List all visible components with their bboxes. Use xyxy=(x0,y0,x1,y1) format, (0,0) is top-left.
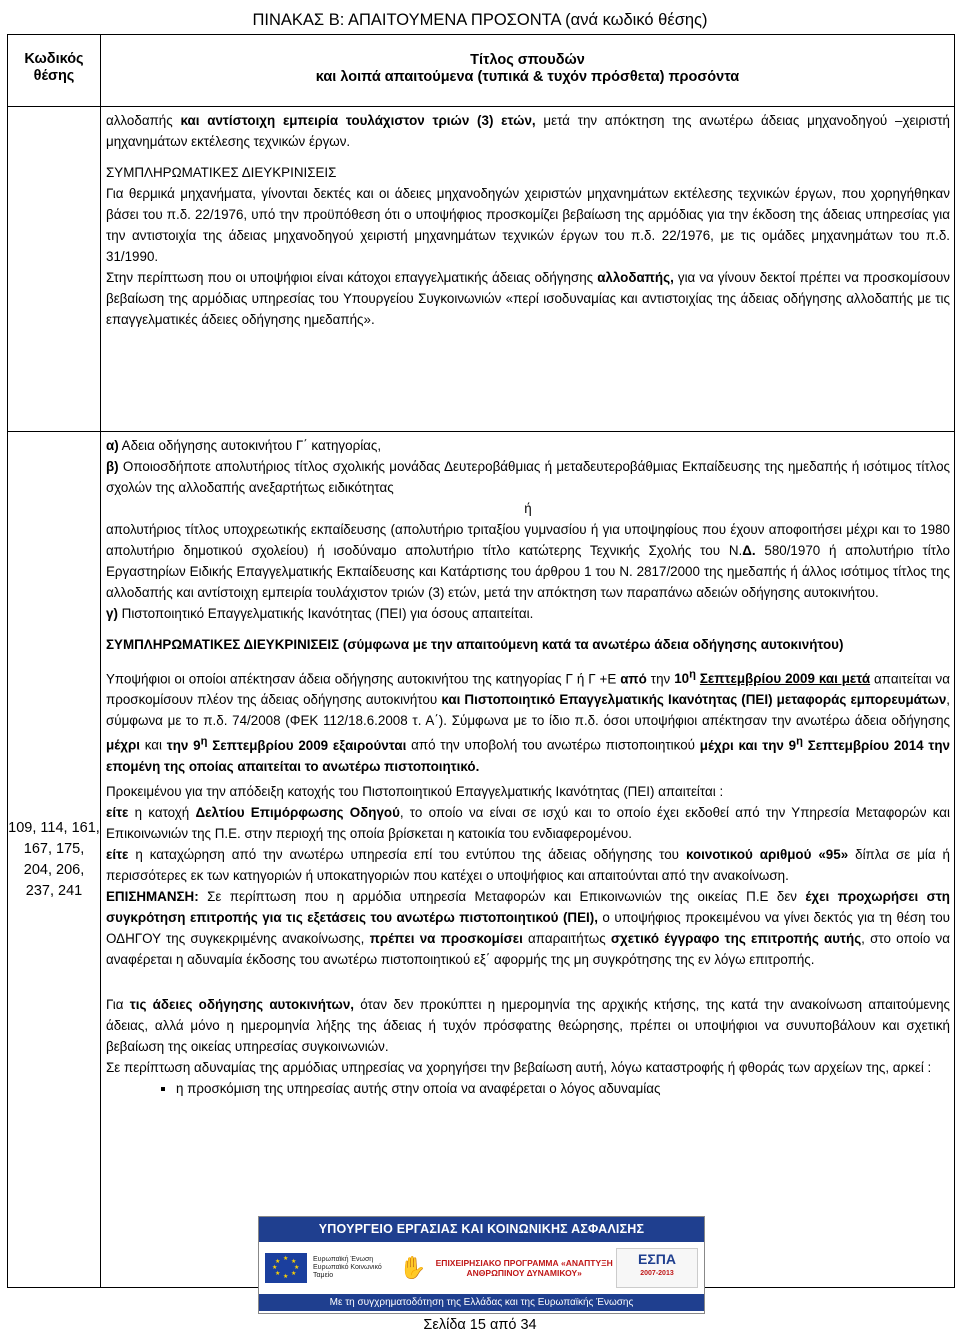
ministry-title: ΥΠΟΥΡΓΕΙΟ ΕΡΓΑΣΙΑΣ ΚΑΙ ΚΟΙΝΩΝΙΚΗΣ ΑΣΦΑΛΙΣΗΣ xyxy=(259,1217,704,1242)
position-codes: 109, 114, 161, 167, 175, 204, 206, 237, 241 xyxy=(8,432,101,1288)
cofunding-text: Με τη συγχρηματοδότηση της Ελλάδας και της Ευρωπαϊκής Ένωσης xyxy=(259,1294,704,1311)
code-cell-empty xyxy=(8,107,101,432)
paragraph: Σε περίπτωση αδυναμίας της αρμόδιας υπηρεσίας να χορηγήσει την βεβαίωση αυτή, λόγω καταστροφής ή φθοράς των αρχείων της, αρκεί : xyxy=(106,1059,932,1075)
header-title: Τίτλος σπουδών και λοιπά απαιτούμενα (τυπικά & τυχόν πρόσθετα) προσόντα xyxy=(101,35,955,107)
paragraph: Για τις άδειες οδήγησης αυτοκινήτων, όταν δεν προκύπτει η ημερομηνία της αρχικής κτήσης, της κατά την ανακοίνωση απαιτούμενης άδειας, αλλά μόνο η ημερομηνία λήξης της άδειας ή τυχόν πρόσφατης θεώρησης, πρέπει οι υποψήφιοι να συνυποβάλουν και σχετική βεβαίωση της οικείας υπηρεσίας συγκοινωνιών. xyxy=(106,996,950,1054)
page-title: ΠΙΝΑΚΑΣ Β: ΑΠΑΙΤΟΥΜΕΝΑ ΠΡΟΣΟΝΤΑ (ανά κωδικό θέσης) xyxy=(252,11,708,29)
program-name: ΕΠΙΧΕΙΡΗΣΙΑΚΟ ΠΡΟΓΡΑΜΜΑ «ΑΝΑΠΤΥΞΗ ΑΝΘΡΩΠΙΝΟΥ ΔΥΝΑΜΙΚΟΥ» xyxy=(435,1258,613,1278)
item-b: β) Οποιοσδήποτε απολυτήριος τίτλος σχολικής μονάδας Δευτεροβάθμιας ή μεταδευτεροβάθμιας Εκπαίδευσης της ημεδαπής ή ισότιμος τίτλος σχολών της αλλοδαπής ανεξαρτήτως ειδικότητας xyxy=(106,459,950,495)
requirements-cell-1 xyxy=(101,107,955,432)
paragraph: ΕΠΙΣΗΜΑΝΣΗ: Σε περίπτωση που η αρμόδια υπηρεσία Μεταφορών και Επικοινωνιών της οικείας Π.Ε δεν έχει προχωρήσει στη συγκρότηση επιτροπής για τις εξετάσεις του ανωτέρω πιστοποιητικού (ΠΕΙ), ο υποψήφιος προκειμένου να γίνει δεκτός για τη θέση του ΟΔΗΓΟΥ της συγκεκριμένης ανακοίνωσης, πρέπει να προσκομίσει απαραιτήτως σχετικό έγγραφο της επιτροπής αυτής, στο οποίο να αναφέρεται η αδυναμία έκδοσης του ανωτέρω πιστοποιητικού εξ΄ αφορμής της μη συγκρότησης της εν λόγω επιτροπής. xyxy=(106,888,950,967)
section-heading: ΣΥΜΠΛΗΡΩΜΑΤΙΚΕΣ ΔΙΕΥΚΡΙΝΙΣΕΙΣ (σύμφωνα με την απαιτούμενη κατά τα ανωτέρω άδεια οδήγησης αυτοκινήτου) xyxy=(106,637,844,652)
espa-logo: ΕΣΠΑ 2007-2013 xyxy=(616,1248,698,1288)
table-header-row xyxy=(8,35,955,107)
bullet-list xyxy=(106,1078,950,1099)
paragraph: αλλοδαπής και αντίστοιχη εμπειρία τουλάχιστον τριών (3) ετών, μετά την απόκτηση της ανωτέρω άδειας μηχανοδηγού –χειριστή μηχανημάτων εκτέλεσης τεχνικών έργων. xyxy=(106,113,951,149)
requirements-table xyxy=(7,34,955,1288)
page-number: Σελίδα 15 από 34 xyxy=(423,1317,537,1333)
funding-banner xyxy=(258,1216,705,1314)
logos-row xyxy=(259,1242,704,1294)
section-heading: ΣΥΜΠΛΗΡΩΜΑΤΙΚΕΣ ΔΙΕΥΚΡΙΝΙΣΕΙΣ xyxy=(106,165,337,180)
program-logo-icon: ✋ xyxy=(399,1255,427,1280)
eu-text: Ευρωπαϊκή Ένωση Ευρωπαϊκό Κοινωνικό Ταμείο xyxy=(313,1256,382,1279)
eu-flag-icon: ★ ★ ★ ★ ★ ★ ★ ★ xyxy=(265,1253,307,1283)
table-row xyxy=(8,107,955,432)
paragraph: Υποψήφιοι οι οποίοι απέκτησαν άδεια οδήγησης αυτοκινήτου της κατηγορίας Γ ή Γ +Ε από την $10^\eta$ Σεπτεμβρίου 2009 και μετά απαιτείται να προσκομίσουν πλέον της άδειας οδήγησης αυτοκινήτου και Πιστοποιητικό Επαγγελματικής Ικανότητας (ΠΕΙ) μεταφοράς εμπορευμάτων, σύμφωνα με το π.δ. 74/2008 (ΦΕΚ 112/18.6.2008 τ. Α΄). Σύμφωνα με το ίδιο π.δ. όσοι υποψήφιοι απέκτησαν την ανωτέρω άδεια οδήγησης μέχρι και την $9^\eta$ Σεπτεμβρίου 2009 εξαιρούνται από την υποβολή του ανωτέρω πιστοποιητικού μέχρι και την $9^\eta$ Σεπτεμβρίου 2014 την επομένη της οποίας απαιτείται το ανωτέρω πιστοποιητικό. xyxy=(106,669,950,774)
table-row xyxy=(8,432,955,1288)
paragraph: απολυτήριος τίτλος υποχρεωτικής εκπαίδευσης (απολυτήριο τριταξίου γυμνασίου ή για υποψηφίους που έχουν αποφοιτήσει μέχρι και το 1980 απολυτήριο δημοτικού σχολείου) ή ισοδύναμο απολυτήριο τίτλο κατώτερης Τεχνικής Σχολής του Ν.Δ. 580/1970 ή απολυτήριο τίτλο Εργαστηρίων Ειδικής Επαγγελματικής Εκπαίδευσης και Κατάρτισης του άρθρου 1 του Ν. 2817/2000 της ημεδαπής ή άλλος ισότιμος τίτλος της αλλοδαπής και αντίστοιχη εμπειρία τουλάχιστον τριών (3) ετών, μετά την απόκτηση των παραπάνω αδειών οδήγησης αυτοκινήτου. xyxy=(106,522,950,600)
paragraph: Προκειμένου για την απόδειξη κατοχής του Πιστοποιητικού Επαγγελματικής Ικανότητας (ΠΕΙ) απαιτείται : xyxy=(106,783,724,799)
header-code: Κωδικός θέσης xyxy=(8,35,101,107)
paragraph: είτε η κατοχή Δελτίου Επιμόρφωσης Οδηγού, το οποίο να είναι σε ισχύ και το οποίο έχει εκδοθεί από την Υπηρεσία Μεταφορών και Επικοινωνιών της Π.Ε. στην περιοχή της οποία βρίσκεται η κατοικία του ενδιαφερομένου. xyxy=(106,804,950,841)
paragraph: Στην περίπτωση που οι υποψήφιοι είναι κάτοχοι επαγγελματικής άδειας οδήγησης αλλοδαπής, για να γίνουν δεκτοί πρέπει να προσκομίσουν βεβαίωση της αρμόδιας υπηρεσίας του Υπουργείου Συγκοινωνιών «περί ισοδυναμίας και αντιστοιχίας της άδειας οδήγησης αλλοδαπής με τις επαγγελματικές άδειες οδήγησης ημεδαπής». xyxy=(106,270,950,327)
paragraph: Για θερμικά μηχανήματα, γίνονται δεκτές και οι άδειες μηχανοδηγών χειριστών μηχανημάτων εκτέλεσης τεχνικών έργων, που χορηγήθηκαν βάσει του π.δ. 22/1976, υπό την προϋπόθεση ότι ο υποψήφιος προσκομίζει βεβαίωση της αρμόδιας για την έκδοση της άδειας υπηρεσίας για την αντιστοιχία της άδειας μηχανοδηγού χειριστή μηχανημάτων τεχνικών έργων του π.δ. 22/1976, με τις ομάδες μηχανημάτων του π.δ. 31/1990. xyxy=(106,186,950,264)
paragraph: είτε η καταχώρηση από την ανωτέρω υπηρεσία επί του εντύπου της άδειας οδήγησης του κοινοτικού αριθμού «95» δίπλα σε μία ή περισσότερες εκ των κατηγοριών ή υποκατηγοριών που κατέχει ο υποψήφιος και απαιτούνται από την ανακοίνωση. xyxy=(106,846,950,883)
item-a: α) Αδεια οδήγησης αυτοκινήτου Γ΄ κατηγορίας, xyxy=(106,438,382,453)
item-c: γ) Πιστοποιητικό Επαγγελματικής Ικανότητας (ΠΕΙ) για όσους απαιτείται. xyxy=(106,606,534,621)
or-separator: ή xyxy=(524,501,532,516)
requirements-cell-2 xyxy=(101,432,955,1288)
list-item: ▪ η προσκόμιση της υπηρεσίας αυτής στην οποία να αναφέρεται ο λόγος αδυναμίας xyxy=(176,1078,950,1099)
